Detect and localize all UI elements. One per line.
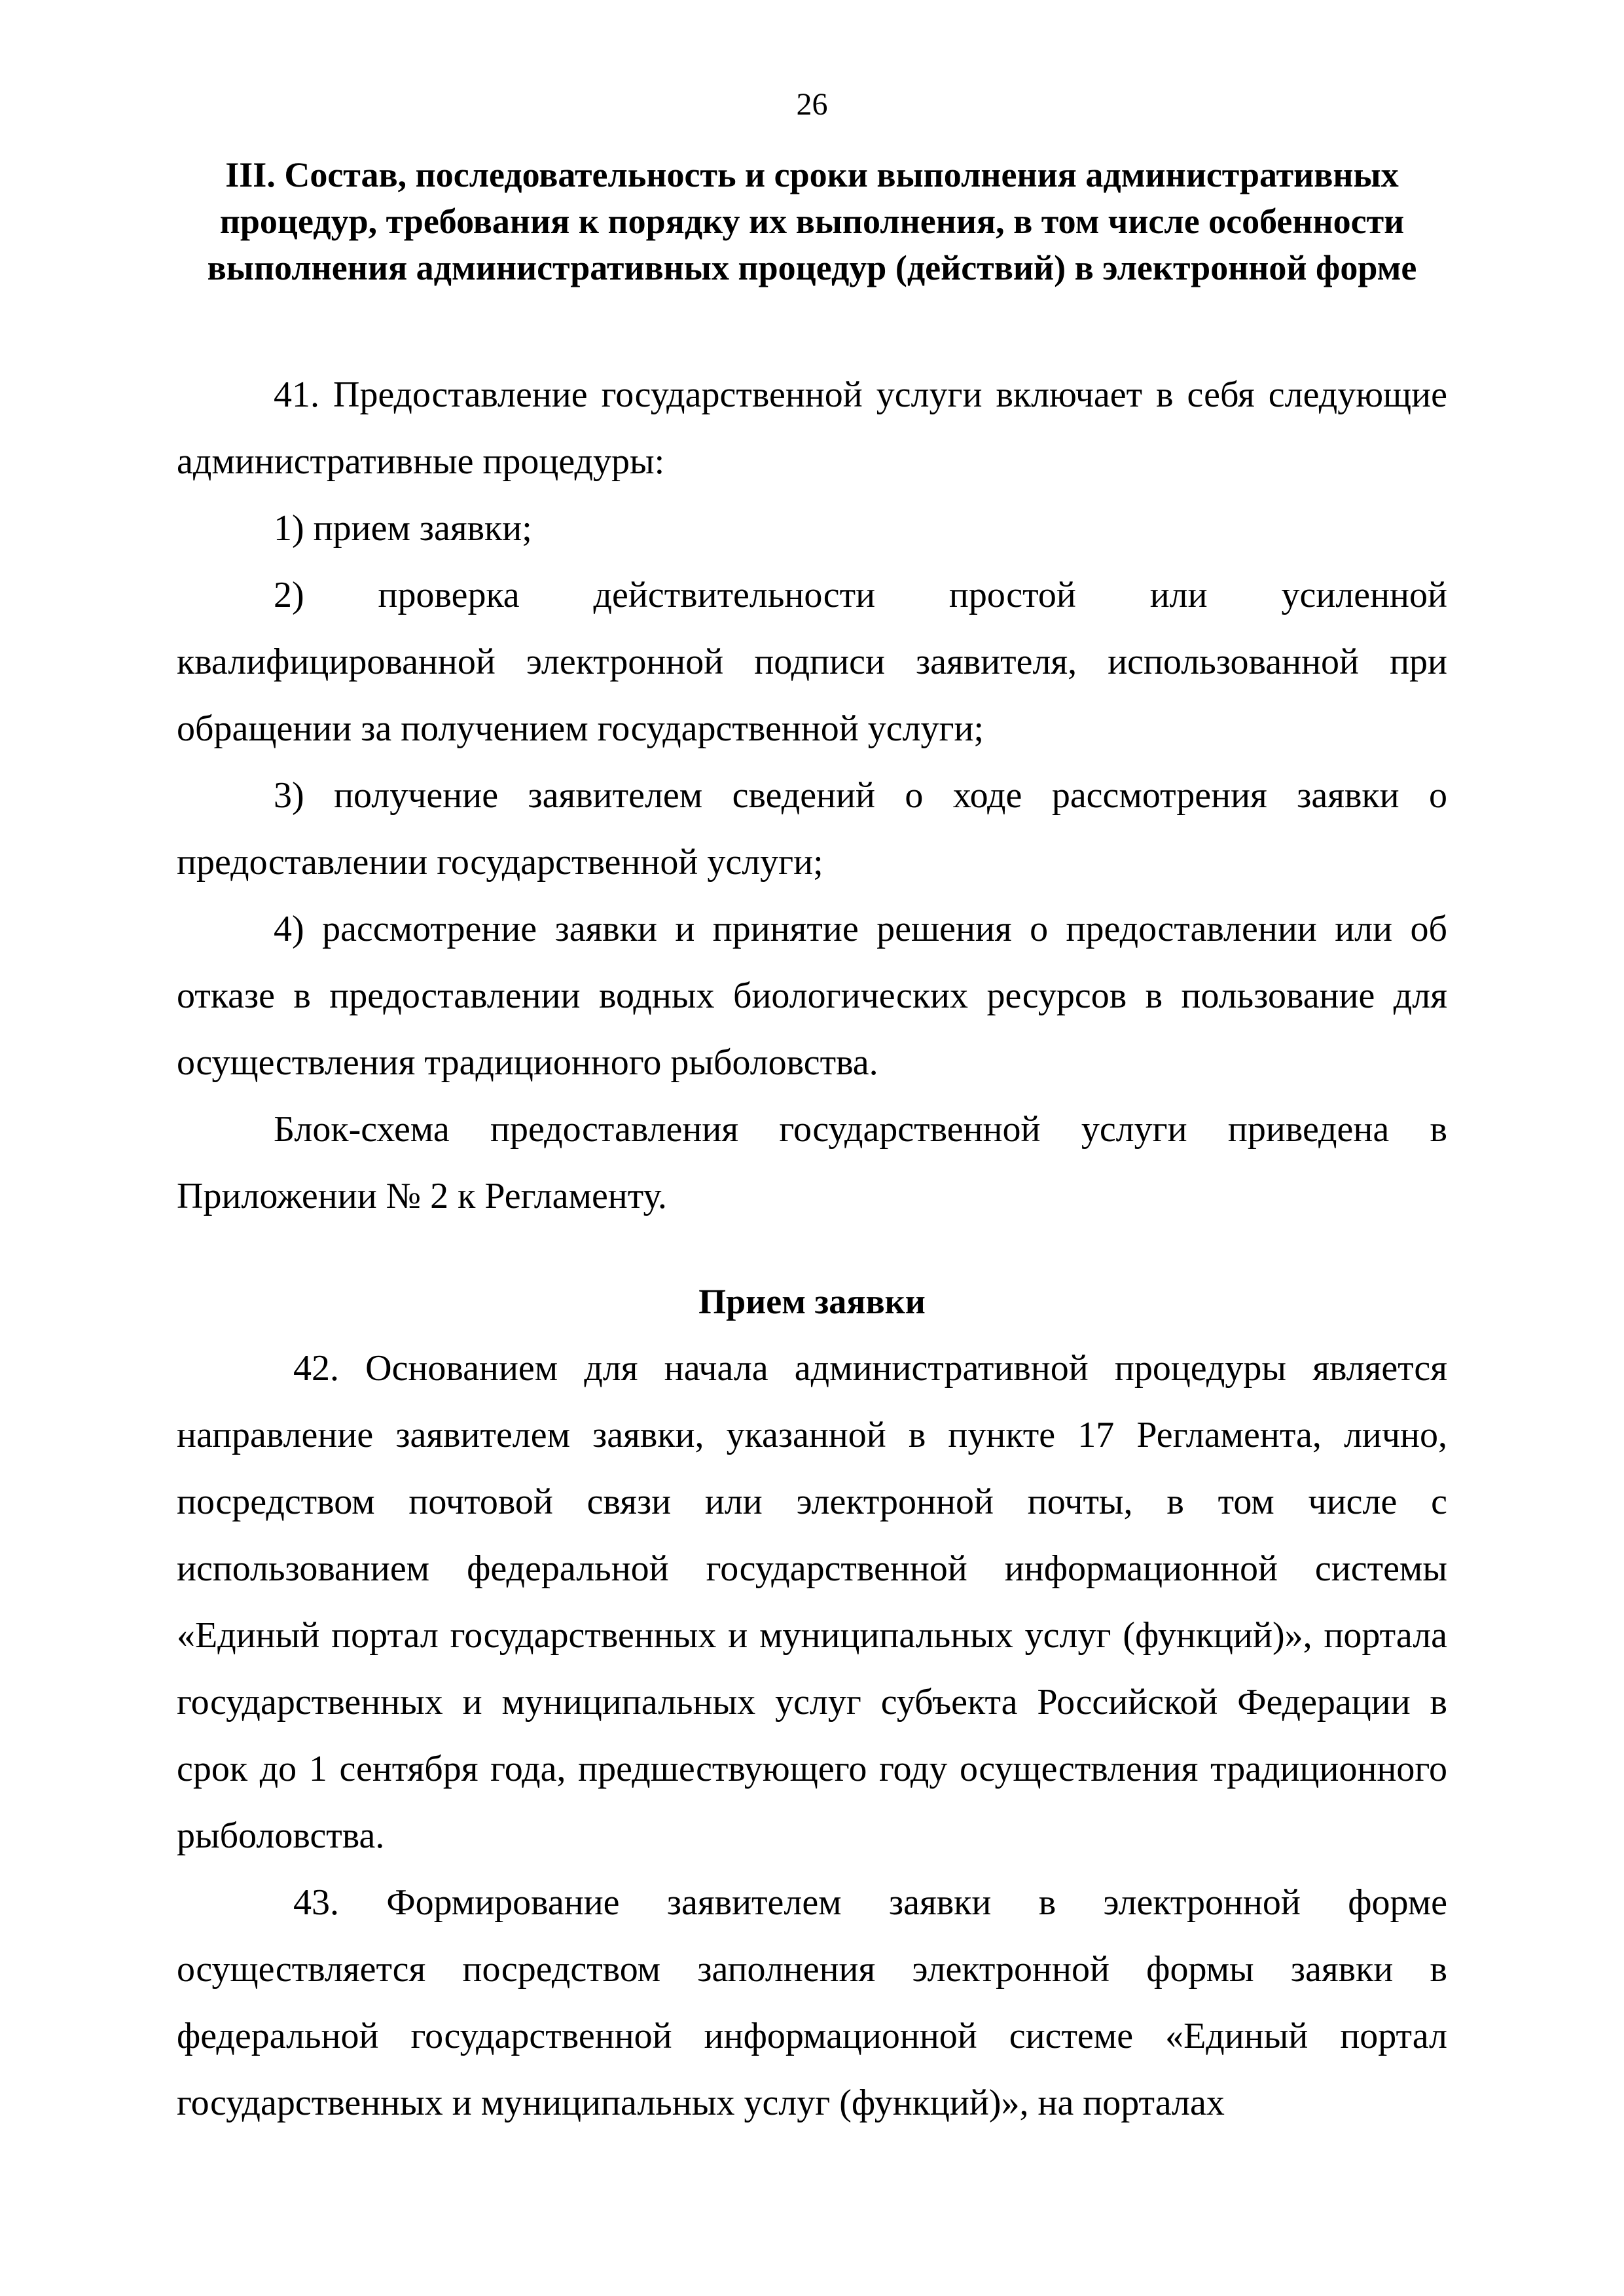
list-item-4: 4) рассмотрение заявки и принятие решения о предоставлении или об отказе в предоставлении водных биологических ресурсов в пользование для осуществления традиционного рыболовства. (177, 909, 1447, 1083)
body-text-block-2 (177, 1268, 1447, 2136)
list-item-1: 1) прием заявки; (274, 508, 532, 549)
list-item-3: 3) получение заявителем сведений о ходе рассмотрения заявки о предоставлении государственной услуги; (177, 775, 1447, 883)
subheading-priem-zayavki: Прием заявки (698, 1282, 926, 1321)
block-scheme-note: Блок-схема предоставления государственной услуги приведена в Приложении № 2 к Регламенту. (177, 1109, 1447, 1216)
page-number: 26 (796, 87, 828, 122)
paragraph-42: 42. Основанием для начала административной процедуры является направление заявителем заявки, указанной в пункте 17 Регламента, лично, посредством почтовой связи или электронной почты, в том числе с использованием федеральной государственной информационной системы «Единый портал государственных и муниципальных услуг (функций)», портала государственных и муниципальных услуг субъекта Российской Федерации в срок до 1 сентября года, предшествующего году осуществления традиционного рыболовства. (177, 1348, 1447, 1856)
paragraph-41: 41. Предоставление государственной услуги включает в себя следующие административные процедуры: (177, 374, 1447, 482)
body-text-block-1 (177, 361, 1447, 1230)
list-item-2: 2) проверка действительности простой или усиленной квалифицированной электронной подписи заявителя, использованной при обращении за получением государственной услуги; (177, 575, 1447, 749)
section-title: III. Состав, последовательность и сроки выполнения административных процедур, требования к порядку их выполнения, в том числе особенности выполнения административных процедур (действий) в электронной форме (207, 155, 1417, 287)
paragraph-43: 43. Формирование заявителем заявки в электронной форме осуществляется посредством заполнения электронной формы заявки в федеральной государственной информационной системе «Единый портал государственных и муниципальных услуг (функций)», на порталах (177, 1882, 1447, 2123)
